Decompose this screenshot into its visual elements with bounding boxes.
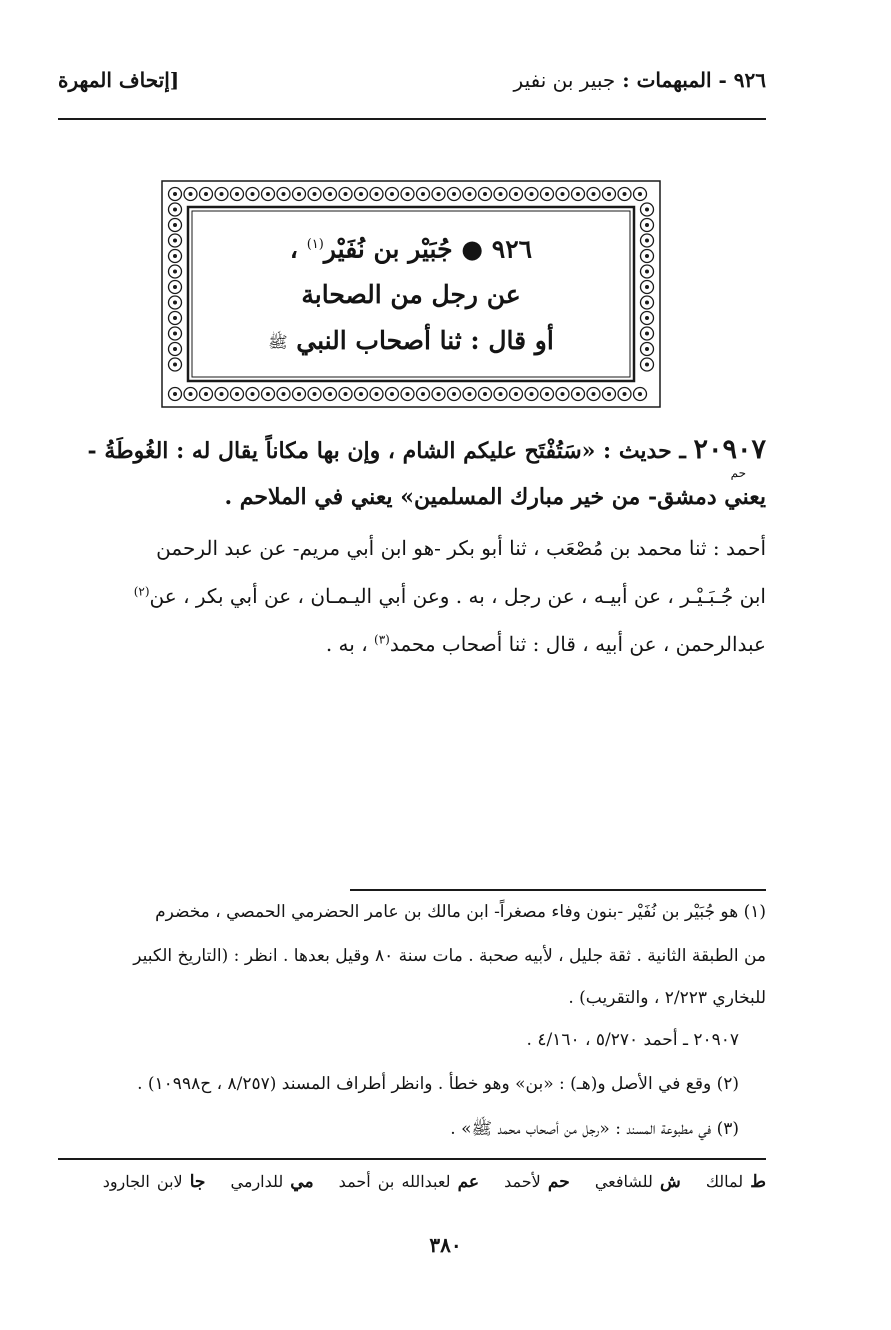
frame-ring-dot <box>437 392 441 396</box>
frame-ring-dot <box>297 192 301 196</box>
frame-ring-dot <box>638 192 642 196</box>
frame-line-1-text: ٩٢٦ ● جُبَيْر بن نُفَيْر <box>323 234 533 264</box>
frame-ring-dot <box>220 392 224 396</box>
frame-ring-dot <box>297 392 301 396</box>
frame-ring-dot <box>499 392 503 396</box>
source-reference: ٢٠٩٠٧ ـ أحمد ٥/٢٧٠ ، ٤/١٦٠ . <box>526 1030 739 1050</box>
frame-ring-dot <box>313 192 317 196</box>
frame-ring-dot <box>173 239 177 243</box>
hadith-text-1: ـ حديث : «سَتُفْتَح عليكم الشام ، وإن بها مكاناً يقال له : الغُوطَةُ - <box>87 438 686 464</box>
frame-ring-dot <box>173 392 177 396</box>
frame-ring-dot <box>251 392 255 396</box>
honorific-glyph: ﷺ <box>268 332 288 352</box>
frame-ring-dot <box>173 270 177 274</box>
frame-ring-dot <box>645 347 649 351</box>
frame-ring-dot <box>530 392 534 396</box>
page-number: ٣٨٠ <box>429 1233 462 1257</box>
frame-line-3-text: أو قال : ثنا أصحاب النبي <box>296 326 554 356</box>
frame-ring-dot <box>530 192 534 196</box>
frame-line-3 <box>193 318 629 366</box>
header-entry <box>514 68 766 92</box>
abbr-code: ط <box>750 1172 766 1192</box>
frame-ring-dot <box>173 223 177 227</box>
abbr-label: لعبدالله بن أحمد <box>338 1172 451 1191</box>
abbr-item <box>231 1172 314 1191</box>
frame-title <box>193 212 629 376</box>
header-book-title: [إتحاف المهرة <box>58 68 180 92</box>
abbr-item <box>339 1172 479 1191</box>
frame-ring-dot <box>561 192 565 196</box>
frame-ring-dot <box>282 192 286 196</box>
footnote-2: (٢) وقع في الأصل و(هـ) : «بن» وهو خطأ . وانظر أطراف المسند (٨/٢٥٧ ، ح١٠٩٩٨) . <box>137 1074 739 1094</box>
running-header <box>58 68 766 108</box>
abbr-label: لابن الجارود <box>102 1172 183 1191</box>
frame-ring-dot <box>592 392 596 396</box>
frame-ring-dot <box>514 192 518 196</box>
isnad-line-1: أحمد : ثنا محمد بن مُصْعَب ، ثنا أبو بكر -هو ابن أبي مريم- عن عبد الرحمن <box>156 536 766 560</box>
frame-ring-dot <box>173 254 177 258</box>
frame-line-1 <box>193 222 629 272</box>
frame-ring-dot <box>499 192 503 196</box>
footnote-1-line-1: (١) هو جُبَيْر بن نُفَيْر -بنون وفاء مصغراً- ابن مالك بن عامر الحضرمي الحمصي ، مخضرم <box>155 902 766 922</box>
frame-ring-dot <box>561 392 565 396</box>
abbr-code: عم <box>457 1172 480 1192</box>
frame-ring-dot <box>251 192 255 196</box>
frame-line-1-tail: ، <box>289 234 298 264</box>
frame-ring-dot <box>623 392 627 396</box>
frame-ring-dot <box>344 392 348 396</box>
frame-ring-dot <box>235 392 239 396</box>
hadith-number: ٢٠٩٠٧ <box>693 434 766 465</box>
frame-ring-dot <box>266 192 270 196</box>
frame-ring-dot <box>514 392 518 396</box>
frame-ring-dot <box>483 392 487 396</box>
frame-ring-dot <box>220 192 224 196</box>
frame-line-2: عن رجل من الصحابة <box>301 280 521 310</box>
frame-ring-dot <box>645 316 649 320</box>
frame-ring-dot <box>645 208 649 212</box>
frame-ring-dot <box>406 192 410 196</box>
frame-ring-dot <box>468 392 472 396</box>
frame-ring-dot <box>468 192 472 196</box>
abbreviation-key <box>103 1172 766 1192</box>
frame-ring-dot <box>645 285 649 289</box>
abbr-label: لأحمد <box>504 1172 541 1191</box>
hadith-source-symbol: حم <box>730 466 746 480</box>
hadith-line-2: يعني دمشق- من خير مبارك المسلمين» يعني في الملاحم . <box>224 484 766 510</box>
frame-ring-dot <box>173 285 177 289</box>
frame-ring-dot <box>344 192 348 196</box>
frame-ring-dot <box>204 192 208 196</box>
frame-ring-dot <box>266 392 270 396</box>
footnote-rule <box>350 889 766 891</box>
frame-ring-dot <box>576 392 580 396</box>
hadith-line-1 <box>88 434 766 465</box>
footnote-1-line-2: من الطبقة الثانية . ثقة جليل ، لأبيه صحبة . مات سنة ٨٠ وقيل بعدها . انظر : (التاريخ الكبير <box>133 946 766 966</box>
frame-ring-dot <box>375 192 379 196</box>
abbr-code: جا <box>189 1172 206 1192</box>
frame-ring-dot <box>173 301 177 305</box>
footnote-3: (٣) في مطبوعة المسند : «رجل من أصحاب محمد ﷺ» . <box>450 1119 739 1139</box>
footnote-ref-3: (٣) <box>374 632 390 647</box>
isnad-line-3-text: عبدالرحمن ، عن أبيه ، قال : ثنا أصحاب محمد <box>389 632 766 656</box>
frame-ring-dot <box>645 254 649 258</box>
frame-ring-dot <box>313 392 317 396</box>
abbr-code: حم <box>547 1172 570 1192</box>
frame-ring-dot <box>645 363 649 367</box>
frame-ring-dot <box>452 192 456 196</box>
abbr-item <box>706 1172 766 1191</box>
abbr-label: للدارمي <box>230 1172 284 1191</box>
frame-ring-dot <box>592 192 596 196</box>
frame-ring-dot <box>173 316 177 320</box>
header-entry-label: ٩٢٦ - المبهمات : <box>622 68 766 92</box>
frame-ring-dot <box>173 332 177 336</box>
footnote-ref-1: (١) <box>306 237 324 252</box>
header-rule <box>58 118 766 120</box>
frame-ring-dot <box>421 392 425 396</box>
frame-ring-dot <box>390 192 394 196</box>
frame-ring-dot <box>421 192 425 196</box>
frame-ring-dot <box>375 392 379 396</box>
frame-ring-dot <box>645 301 649 305</box>
frame-ring-dot <box>645 332 649 336</box>
footnote-ref-2: (٢) <box>133 584 150 599</box>
abbr-label: للشافعي <box>594 1172 653 1191</box>
frame-ring-dot <box>359 392 363 396</box>
frame-ring-dot <box>576 192 580 196</box>
isnad-line-3-tail: ، به . <box>325 632 368 656</box>
frame-ring-dot <box>437 192 441 196</box>
frame-ring-dot <box>359 192 363 196</box>
frame-ring-dot <box>173 208 177 212</box>
abbreviation-rule <box>58 1158 766 1160</box>
abbr-item <box>595 1172 681 1191</box>
frame-ring-dot <box>189 392 193 396</box>
frame-ring-dot <box>607 392 611 396</box>
header-entry-name: جبير بن نفير <box>513 68 616 92</box>
isnad-line-2 <box>134 584 766 608</box>
abbr-item <box>103 1172 206 1191</box>
frame-ring-dot <box>390 392 394 396</box>
abbr-code: مي <box>290 1172 314 1192</box>
footnote-1-line-3: للبخاري ٢/٢٢٣ ، والتقريب) . <box>568 988 766 1008</box>
frame-ring-dot <box>204 392 208 396</box>
abbr-label: لمالك <box>705 1172 744 1191</box>
frame-ring-dot <box>607 192 611 196</box>
frame-ring-dot <box>645 239 649 243</box>
frame-ring-dot <box>483 192 487 196</box>
frame-ring-dot <box>328 392 332 396</box>
abbr-item <box>504 1172 570 1191</box>
frame-ring-dot <box>173 347 177 351</box>
frame-ring-dot <box>282 392 286 396</box>
frame-ring-dot <box>173 192 177 196</box>
frame-ring-dot <box>406 392 410 396</box>
frame-ring-dot <box>638 392 642 396</box>
frame-ring-dot <box>235 192 239 196</box>
ornamental-title-frame <box>161 180 661 408</box>
frame-ring-dot <box>623 192 627 196</box>
frame-ring-dot <box>452 392 456 396</box>
frame-ring-dot <box>645 270 649 274</box>
isnad-line-2-text: ابن جُـبَـيْـر ، عن أبيـه ، عن رجل ، به . وعن أبي اليـمـان ، عن أبي بكر ، عن <box>149 584 766 608</box>
frame-ring-dot <box>173 363 177 367</box>
frame-ring-dot <box>328 192 332 196</box>
frame-ring-dot <box>645 223 649 227</box>
frame-ring-dot <box>545 392 549 396</box>
frame-ring-dot <box>189 192 193 196</box>
isnad-line-3 <box>326 632 766 656</box>
frame-ring-dot <box>545 192 549 196</box>
abbr-code: ش <box>659 1172 681 1192</box>
